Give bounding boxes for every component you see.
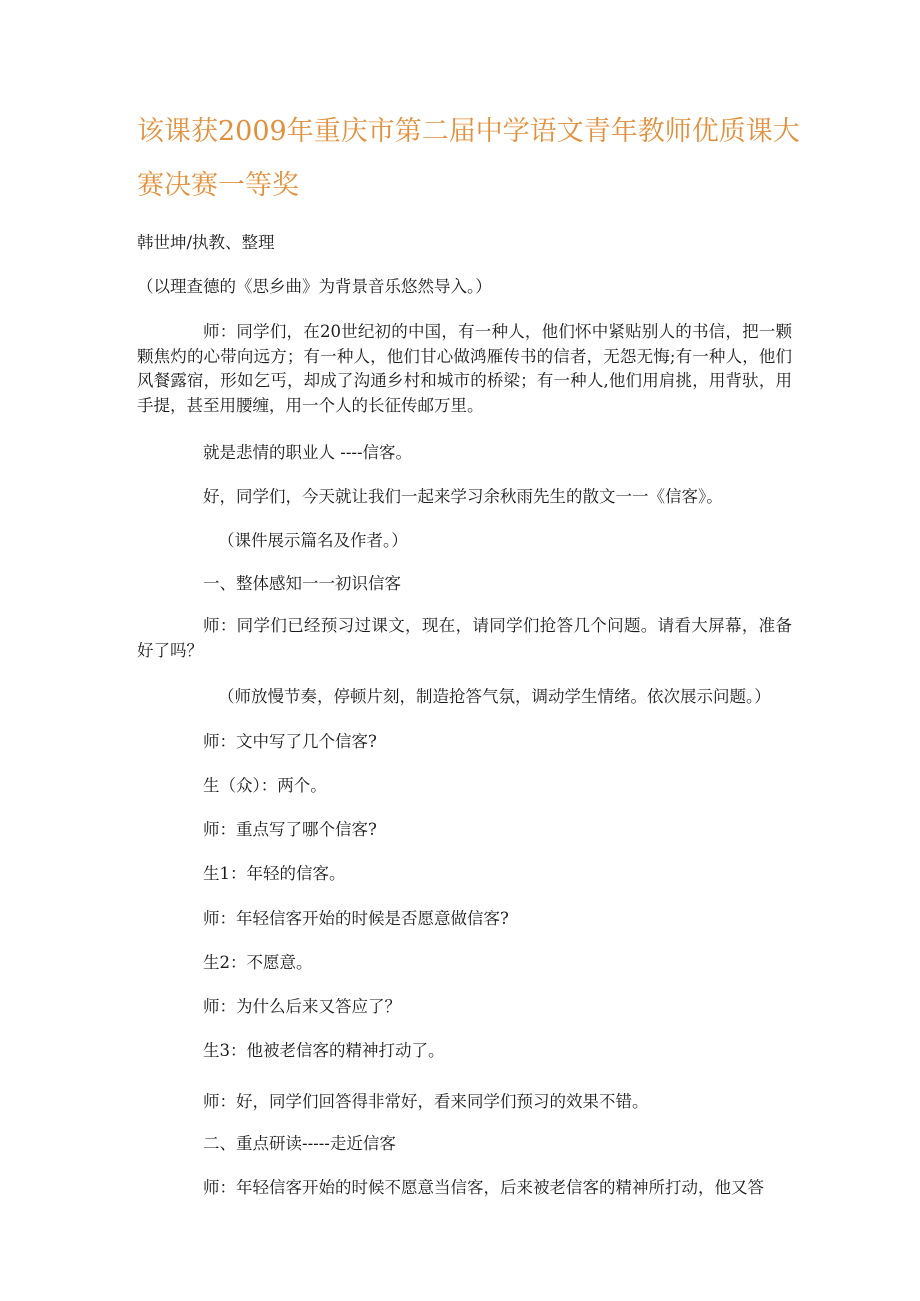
section-heading: 二、重点研读-----走近信客 (203, 1134, 396, 1153)
dialogue-line: 师：好，同学们回答得非常好，看来同学们预习的效果不错。 (203, 1092, 649, 1111)
author-line: 韩世坤/执教、整理 (137, 233, 275, 252)
document-title-line-1: 该课获2009年重庆市第二届中学语文青年教师优质课大 (137, 116, 800, 147)
dialogue-line: 师：年轻信客开始的时候是否愿意做信客? (203, 909, 509, 928)
document-title-line-2: 赛决赛一等奖 (137, 170, 299, 201)
dialogue-line: 生（众）：两个。 (203, 776, 327, 795)
dialogue-line: 生2：不愿意。 (203, 953, 313, 972)
section-heading: 一、整体感知一一初识信客 (203, 574, 401, 593)
intro-note: （以理查德的《思乡曲》为背景音乐悠然导入。） (137, 277, 492, 296)
dialogue-line: 生1：年轻的信客。 (203, 864, 346, 883)
paragraph: 师：同学们已经预习过课文，现在，请同学们抢答几个问题。请看大屏幕，准备好了吗？ (137, 616, 792, 660)
stage-note: （课件展示篇名及作者。） (218, 531, 408, 550)
dialogue-line: 师：重点写了哪个信客? (203, 820, 377, 839)
dialogue-line: 师：文中写了几个信客? (203, 732, 377, 751)
paragraph: 就是悲情的职业人 ----信客。 (203, 443, 413, 462)
dialogue-line: 生3：他被老信客的精神打动了。 (203, 1041, 445, 1060)
stage-note: （师放慢节奏，停顿片刻，制造抢答气氛，调动学生情绪。依次展示问题。） (218, 687, 771, 706)
dialogue-line: 师：年轻信客开始的时候不愿意当信客，后来被老信客的精神所打动，他又答 (203, 1178, 764, 1197)
paragraph: 好，同学们，今天就让我们一起来学习余秋雨先生的散文一一《信客》。 (203, 487, 723, 506)
dialogue-line: 师：为什么后来又答应了？ (203, 997, 401, 1016)
opening-paragraph: 师：同学们，在20世纪初的中国，有一种人，他们怀中紧贴别人的书信，把一颗颗焦灼的心带向远方；有一种人，他们甘心做鸿雁传书的信者，无怨无悔;有一种人，他们风餐露宿，形如乞丐，却成了沟通乡村和城市的桥梁；有一种人,他们用肩挑，用背驮，用手提，甚至用腰缠，用一个人的长征传邮万里。 (137, 322, 792, 415)
